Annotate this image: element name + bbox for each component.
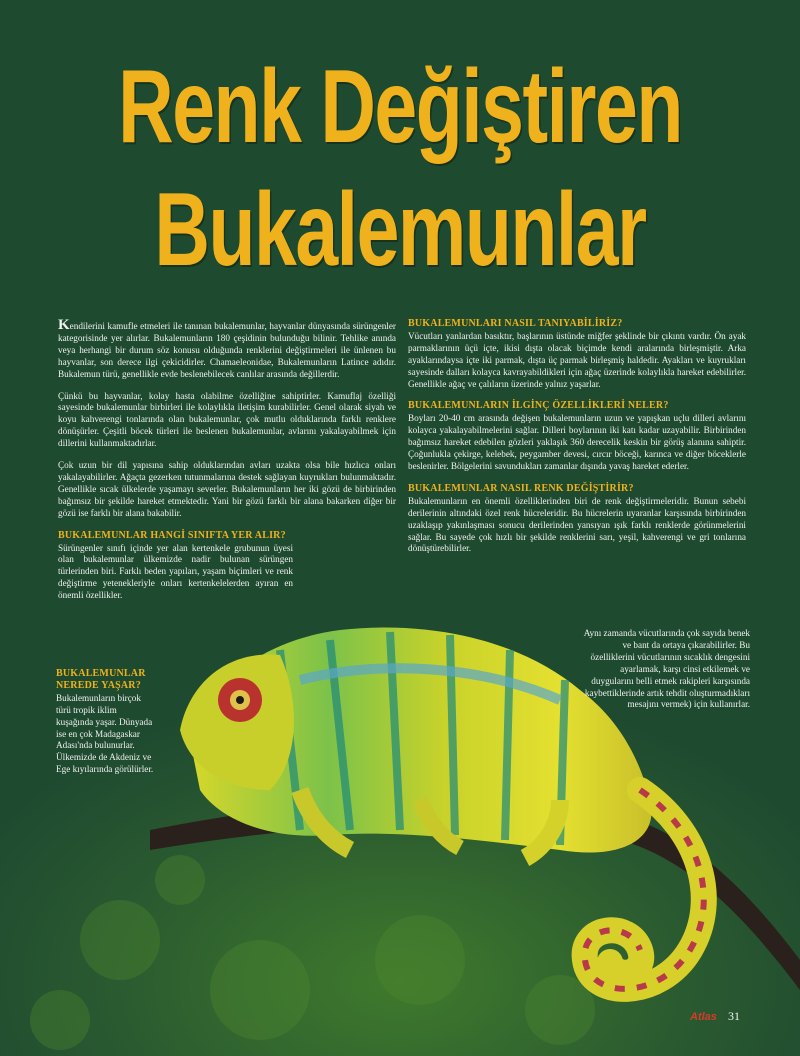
page-number: 31 (728, 1009, 740, 1023)
paragraph: Çünkü bu hayvanlar, kolay hasta olabilme özelliğine sahiptirler. Kamuflaj özelliği sayesinde bukalemunlar birbirleri ile kolaylıkla iletişim kurabilirler. Genel olarak siyah ve koyu kahverengi tonlarında olan bukalemunlar, çok mutlu olduklarında farklı renklere dönüşürler. Çeşitli böcek türleri ile beslenen bukalemunlar, avlarını yakalayabilmek için dillerini kullanmaktadırlar. (58, 390, 396, 449)
section-heading: BUKALEMUNLARIN İLGİNÇ ÖZELLİKLERİ NELER? (408, 400, 669, 412)
drop-cap: K (58, 317, 70, 333)
left-column (58, 317, 396, 612)
paragraph: Çok uzun bir dil yapısına sahip olduklarından avları uzakta olsa bile hızlıca onları yakalayabilirler. Ağaçta gezerken tutunmalarına destek sağlayan kuyrukları bulunmaktadır. Genellikle sıcak ülkelerde yaşamayı severler. Bukalemunların her iki gözü de birbirinden bağımsız bir şekilde hareket etmektedir. Yani bir gözü farklı bir alana bakarken diğer bir gözü ise farklı bir alana bakabilir. (58, 460, 396, 518)
right-column (408, 318, 746, 565)
page-title-line-2: Bukalemunlar (154, 172, 646, 288)
paragraph: Bukalemunların birçok türü tropik iklim kuşağında yaşar. Dünyada ise en çok Madagaskar Adası'nda bulunurlar. Ülkemizde de Akdeniz ve Ege kıyılarında görülürler. (56, 692, 154, 775)
section-heading: BUKALEMUNLAR NASIL RENK DEĞİŞTİRİR? (408, 482, 634, 494)
section-heading: BUKALEMUNLAR HANGİ SINIFTA YER ALIR? (58, 529, 286, 541)
intro-paragraph (58, 317, 396, 381)
section-heading: BUKALEMUNLARI NASIL TANIYABİLİRİZ? (408, 318, 623, 329)
section-heading: BUKALEMUNLAR NEREDE YAŞAR? (56, 668, 146, 691)
paragraph: Boyları 20-40 cm arasında değişen bukalemunların uzun ve yapışkan uçlu dilleri avlarını kolayca yakalayabilmelerini sağlar. Dilleri boylarının iki katı kadar uzayabilir. Birbirinden bağımsız hareket edebilen gözleri yaklaşık 360 derecelik keskin bir görüş alanına sahiptir. Çoğunlukla çekirge, kelebek, peygamber devesi, cırcır böceği, karınca ve diğer böceklerle beslenirler. Bölgelerini savundukları zamanlar dışında yavaş hareket ederler. (408, 413, 746, 471)
paragraph: Vücutları yanlardan basıktır, başlarının üstünde miğfer şeklinde bir çıkıntı vardır. Ön ayak parmaklarının üçü içte, ikisi dışta olacak biçimde kendi aralarında birleşmiştir. Arka ayaklarındaysa içte iki parmak, dışta üç parmak birleşmiş haldedir. Ayakları ve kuyrukları sayesinde dalları kolayca kavrayabildikleri için ağaç üzerinde kolaylıkla hareket edebilirler. Genellikle ağaç ve çalıların üzerinde yalnız yaşarlar. (408, 330, 746, 389)
paragraph: Aynı zamanda vücutlarında çok sayıda benek ve bant da ortaya çıkarabilirler. Bu özelliklerini vücutlarının sıcaklık dengesini ayarlamak, karşı cinsi etkilemek ve duygularını belli etmek rakipleri karşısında kaybettiklerinde artık tehdit oluşturmadıkları mesajını vermek) için kullanırlar. (583, 628, 750, 710)
paragraph: Bukalemunların en önemli özelliklerinden biri de renk değiştirmeleridir. Bunun sebebi derilerinin altındaki özel renk hücreleridir. Bu hücrelerin uyaranlar karşısında birbirinden uzaklaşıp yakınlaşması sonucu derilerinden yansıyan ışık farklı renklerde görünmelerini sağlar. Bu sayede çok hızlı bir şekilde renklerini sarı, yeşil, kahverengi ve gri tonlarına dönüştürebilirler. (408, 495, 746, 554)
magazine-logo: Atlas (690, 1011, 717, 1023)
paragraph: Sürüngenler sınıfı içinde yer alan kertenkele grubunun üyesi olan bukalemunlar ülkemizde nadir bulunan sürüngen türlerinden biri. Farklı beden yapıları, yaşam biçimleri ve renk değiştirme yetenekleriyle onları kertenkelelerden ayıran en önemli özellikler. (58, 542, 293, 601)
left-narrow-column (56, 668, 154, 776)
right-narrow-column (580, 628, 750, 711)
page-title-line-1: Renk Değiştiren (118, 49, 682, 165)
intro-text: endilerini kamufle etmeleri ile tanınan bukalemunlar, hayvanlar dünyasında sürüngenler kategorisinde yer alırlar. Bukalemunların 180 çeşidinin bulunduğu bilinir. Tehlike anında veya herhangi bir durum söz konusu olduğunda renklerini değiştirmeleri ile ünlenen bu hayvanlar, son derece ilgi çekicidirler. Chamaeleonidae, Bukalemunların Latince adıdır. Bukalemun türü, genellikle evde beslenebilecek canlılar arasında değillerdir. (58, 321, 396, 379)
